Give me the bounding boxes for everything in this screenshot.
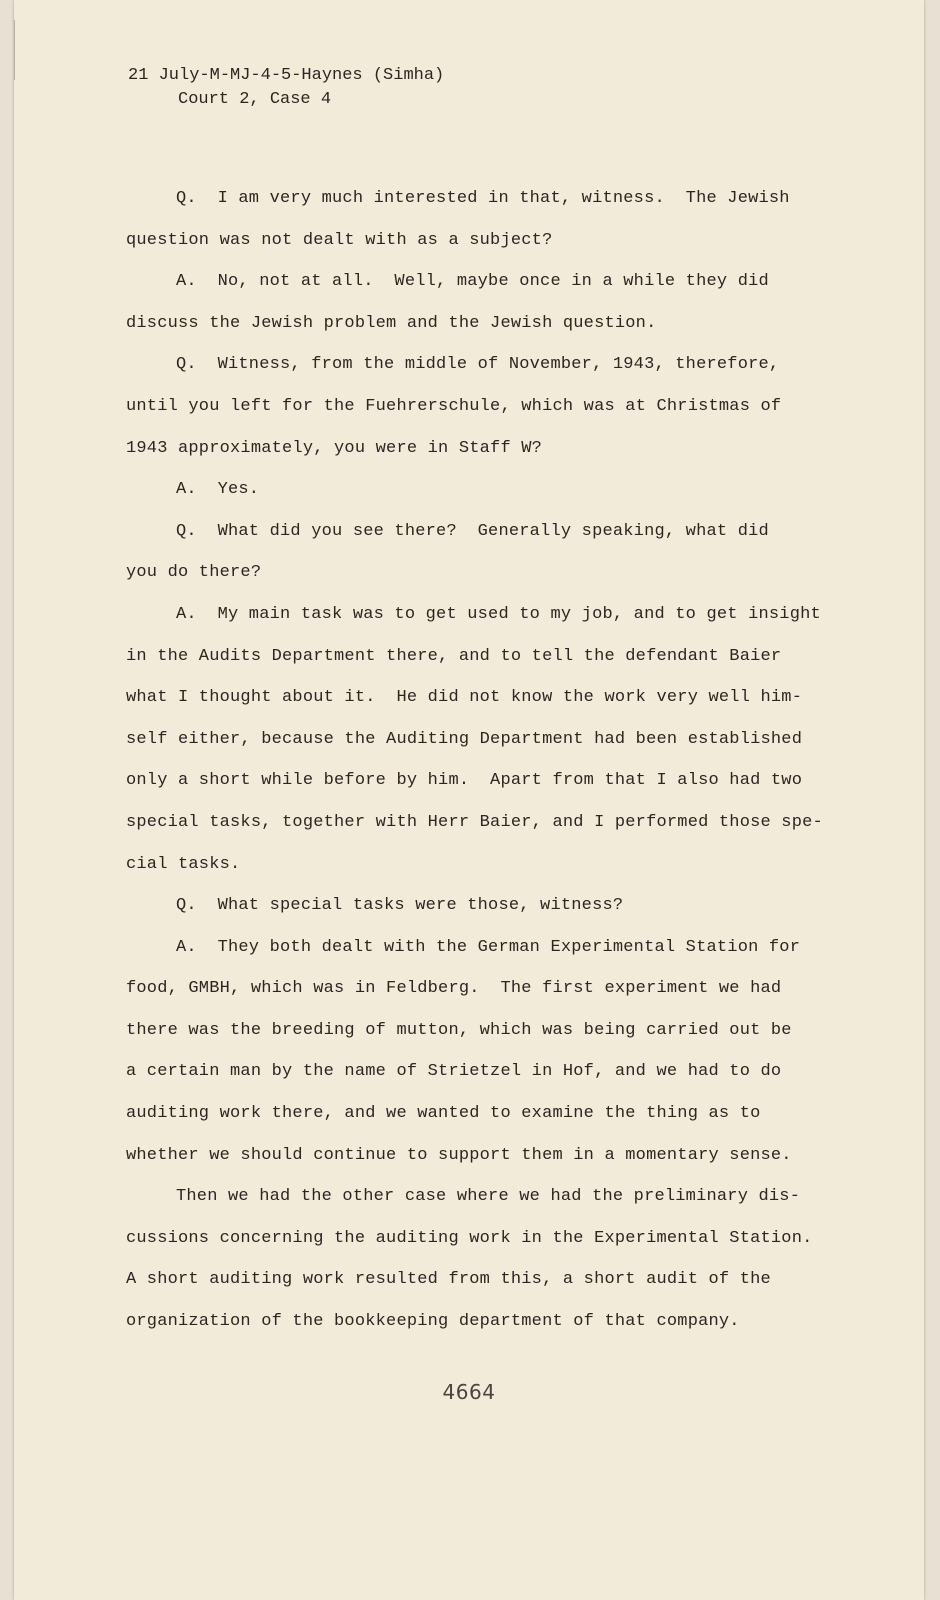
transcript-line: whether we should continue to support them in a momentary sense. <box>126 1145 792 1165</box>
transcript-body <box>126 186 823 1351</box>
transcript-line: A. Yes. <box>176 480 260 500</box>
transcript-line: organization of the bookkeeping department of that company. <box>126 1312 740 1332</box>
transcript-line: A short auditing work resulted from this, a short audit of the <box>126 1270 771 1290</box>
transcript-line: cial tasks. <box>126 854 241 874</box>
page-edge-mark <box>14 20 21 80</box>
transcript-line: you do there? <box>126 563 262 583</box>
transcript-line: until you left for the Fuehrerschule, which was at Christmas of <box>126 396 782 416</box>
transcript-line: food, GMBH, which was in Feldberg. The first experiment we had <box>126 979 782 999</box>
transcript-line: a certain man by the name of Strietzel in Hof, and we had to do <box>126 1062 782 1082</box>
transcript-line: Q. Witness, from the middle of November, 1943, therefore, <box>176 355 780 375</box>
page-number: 4664 <box>442 1380 496 1404</box>
header-reference-line: 21 July-M-MJ-4-5-Haynes (Simha) <box>128 66 445 85</box>
transcript-line: A. My main task was to get used to my job, and to get insight <box>176 604 821 624</box>
transcript-line: there was the breeding of mutton, which was being carried out be <box>126 1020 792 1040</box>
transcript-line: A. They both dealt with the German Experimental Station for <box>176 937 801 957</box>
transcript-line: only a short while before by him. Apart from that I also had two <box>126 771 803 791</box>
transcript-line: self either, because the Auditing Department had been established <box>126 729 803 749</box>
transcript-line: auditing work there, and we wanted to examine the thing as to <box>126 1104 761 1124</box>
header-court-case-line: Court 2, Case 4 <box>178 90 332 109</box>
transcript-line: 1943 approximately, you were in Staff W? <box>126 438 543 458</box>
transcript-line: Then we had the other case where we had the preliminary dis- <box>176 1187 801 1207</box>
transcript-line: special tasks, together with Herr Baier, and I performed those spe- <box>126 812 823 832</box>
document-page <box>14 0 924 1600</box>
transcript-line: A. No, not at all. Well, maybe once in a while they did <box>176 272 769 292</box>
transcript-line: question was not dealt with as a subject? <box>126 230 553 250</box>
transcript-line: in the Audits Department there, and to tell the defendant Baier <box>126 646 782 666</box>
transcript-line: discuss the Jewish problem and the Jewish question. <box>126 313 657 333</box>
transcript-line: cussions concerning the auditing work in the Experimental Station. <box>126 1228 813 1248</box>
transcript-line: Q. I am very much interested in that, witness. The Jewish <box>176 189 790 208</box>
transcript-line: Q. What special tasks were those, witness? <box>176 896 624 916</box>
document-header <box>128 64 444 112</box>
transcript-line: what I thought about it. He did not know the work very well him- <box>126 688 803 708</box>
transcript-line: Q. What did you see there? Generally speaking, what did <box>176 521 769 541</box>
